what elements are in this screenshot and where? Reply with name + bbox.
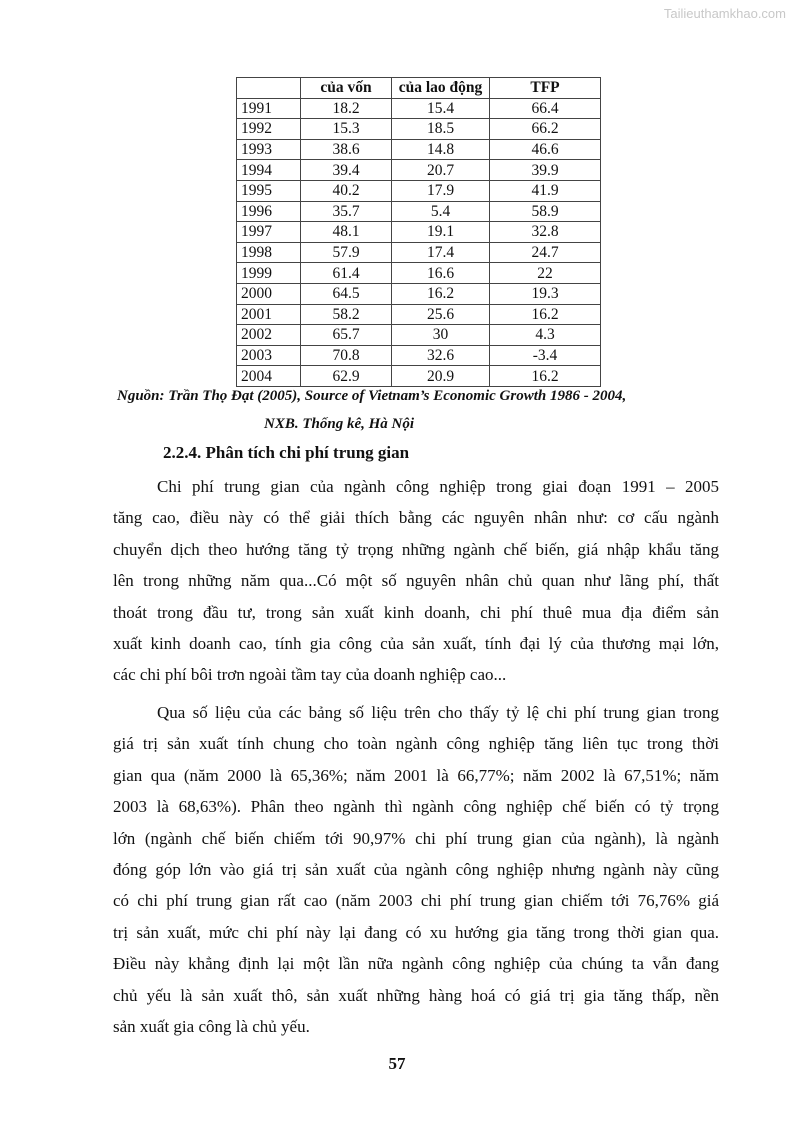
value-cell: 41.9	[490, 180, 601, 201]
value-cell: 70.8	[301, 345, 392, 366]
value-cell: 62.9	[301, 366, 392, 387]
text-line: có chi phí trung gian rất cao (năm 2003 chi phí trung gian chiếm tới 76,76% giá	[113, 891, 719, 911]
table-row	[237, 263, 601, 284]
value-cell: 19.1	[392, 222, 490, 243]
value-cell: 19.3	[490, 283, 601, 304]
table-row	[237, 98, 601, 119]
table-row	[237, 366, 601, 387]
value-cell: 30	[392, 325, 490, 346]
text-line: thoát trong đầu tư, trong sản xuất kinh doanh, chi phí thuê mua địa điểm sản	[113, 602, 719, 622]
table-row	[237, 160, 601, 181]
year-cell: 1992	[237, 119, 301, 140]
value-cell: 18.5	[392, 119, 490, 140]
year-cell: 1997	[237, 222, 301, 243]
year-cell: 2002	[237, 325, 301, 346]
value-cell: 66.2	[490, 119, 601, 140]
text-line: giá trị sản xuất tính chung cho toàn ngành công nghiệp tăng liên tục trong thời	[113, 734, 719, 754]
value-cell: 20.9	[392, 366, 490, 387]
column-header	[237, 78, 301, 99]
year-cell: 1991	[237, 98, 301, 119]
text-line: các chi phí bôi trơn ngoài tầm tay của doanh nghiệp cao...	[113, 665, 507, 685]
table-row	[237, 139, 601, 160]
column-header: TFP	[490, 78, 601, 99]
value-cell: 58.2	[301, 304, 392, 325]
text-line: trị sản xuất, mức chi phí này lại đang có xu hướng gia tăng trong thời gian qua.	[113, 922, 719, 942]
year-cell: 2003	[237, 345, 301, 366]
text-line: đóng góp lớn vào giá trị sản xuất của ngành công nghiệp nhưng ngành này cũng	[113, 859, 719, 879]
table-row	[237, 304, 601, 325]
text-line: sản xuất gia công là chủ yếu.	[113, 1016, 310, 1036]
paragraph-2	[113, 697, 719, 1042]
table-row	[237, 119, 601, 140]
year-cell: 2000	[237, 283, 301, 304]
value-cell: 18.2	[301, 98, 392, 119]
value-cell: 40.2	[301, 180, 392, 201]
value-cell: 39.9	[490, 160, 601, 181]
value-cell: 57.9	[301, 242, 392, 263]
year-cell: 1999	[237, 263, 301, 284]
value-cell: 58.9	[490, 201, 601, 222]
text-line: 2003 là 68,63%). Phân theo ngành thì ngành công nghiệp chế biến có tỷ trọng	[113, 797, 719, 817]
column-header: của lao động	[392, 78, 490, 99]
text-line: chủ yếu là sản xuất thô, sản xuất những hàng hoá có giá trị gia tăng thấp, nền	[113, 985, 719, 1005]
value-cell: 46.6	[490, 139, 601, 160]
section-heading: 2.2.4. Phân tích chi phí trung gian	[163, 443, 410, 462]
value-cell: 39.4	[301, 160, 392, 181]
paragraph-1	[113, 471, 719, 691]
page-number: 57	[388, 1054, 406, 1073]
value-cell: 16.2	[490, 304, 601, 325]
text-line: lớn (ngành chế biến chiếm tới 90,97% chi phí trung gian của ngành), là ngành	[113, 828, 719, 848]
value-cell: 32.6	[392, 345, 490, 366]
value-cell: 66.4	[490, 98, 601, 119]
value-cell: 48.1	[301, 222, 392, 243]
table-row	[237, 201, 601, 222]
value-cell: 15.3	[301, 119, 392, 140]
value-cell: 17.9	[392, 180, 490, 201]
text-line: Điều này khẳng định lại một lần nữa ngành công nghiệp của chúng ta vẫn đang	[113, 954, 719, 974]
table-row	[237, 325, 601, 346]
value-cell: 38.6	[301, 139, 392, 160]
year-cell: 1994	[237, 160, 301, 181]
value-cell: 17.4	[392, 242, 490, 263]
year-cell: 1993	[237, 139, 301, 160]
table-row	[237, 345, 601, 366]
table-body	[237, 98, 601, 386]
year-cell: 2004	[237, 366, 301, 387]
table-row	[237, 242, 601, 263]
year-cell: 1995	[237, 180, 301, 201]
table-source: Nguồn: Trần Thọ Đạt (2005), Source of Vietnam’s Economic Growth 1986 - 2004,	[117, 388, 627, 404]
year-cell: 1996	[237, 201, 301, 222]
value-cell: 64.5	[301, 283, 392, 304]
value-cell: 65.7	[301, 325, 392, 346]
value-cell: 14.8	[392, 139, 490, 160]
year-cell: 2001	[237, 304, 301, 325]
text-line: Qua số liệu của các bảng số liệu trên cho thấy tỷ lệ chi phí trung gian trong	[157, 703, 719, 722]
growth-contribution-table	[236, 77, 601, 387]
text-line: chuyển dịch theo hướng tăng tỷ trọng những ngành chế biến, giá nhập khẩu tăng	[113, 539, 719, 559]
watermark: Tailieuthamkhao.com	[663, 6, 786, 21]
value-cell: 32.8	[490, 222, 601, 243]
year-cell: 1998	[237, 242, 301, 263]
value-cell: 16.2	[392, 283, 490, 304]
value-cell: 16.2	[490, 366, 601, 387]
value-cell: -3.4	[490, 345, 601, 366]
table-header-row	[237, 78, 601, 99]
value-cell: 15.4	[392, 98, 490, 119]
value-cell: 5.4	[392, 201, 490, 222]
table-row	[237, 222, 601, 243]
text-line: gian qua (năm 2000 là 65,36%; năm 2001 là 66,77%; năm 2002 là 67,51%; năm	[113, 765, 719, 785]
value-cell: 35.7	[301, 201, 392, 222]
text-line: tăng cao, điều này có thể giải thích bằng các nguyên nhân như: cơ cấu ngành	[113, 508, 719, 528]
table-row	[237, 283, 601, 304]
value-cell: 61.4	[301, 263, 392, 284]
value-cell: 24.7	[490, 242, 601, 263]
value-cell: 22	[490, 263, 601, 284]
value-cell: 16.6	[392, 263, 490, 284]
table-row	[237, 180, 601, 201]
text-line: lên trong những năm qua...Có một số nguyên nhân chủ quan như lãng phí, thất	[113, 571, 719, 591]
column-header: của vốn	[301, 78, 392, 99]
text-line: Chi phí trung gian của ngành công nghiệp trong giai đoạn 1991 – 2005	[157, 477, 719, 496]
value-cell: 20.7	[392, 160, 490, 181]
text-line: xuất kinh doanh cao, tính gia công của sản xuất, tính đại lý của thương mại lớn,	[113, 633, 719, 653]
value-cell: 4.3	[490, 325, 601, 346]
value-cell: 25.6	[392, 304, 490, 325]
table-source-publisher: NXB. Thống kê, Hà Nội	[264, 416, 415, 432]
